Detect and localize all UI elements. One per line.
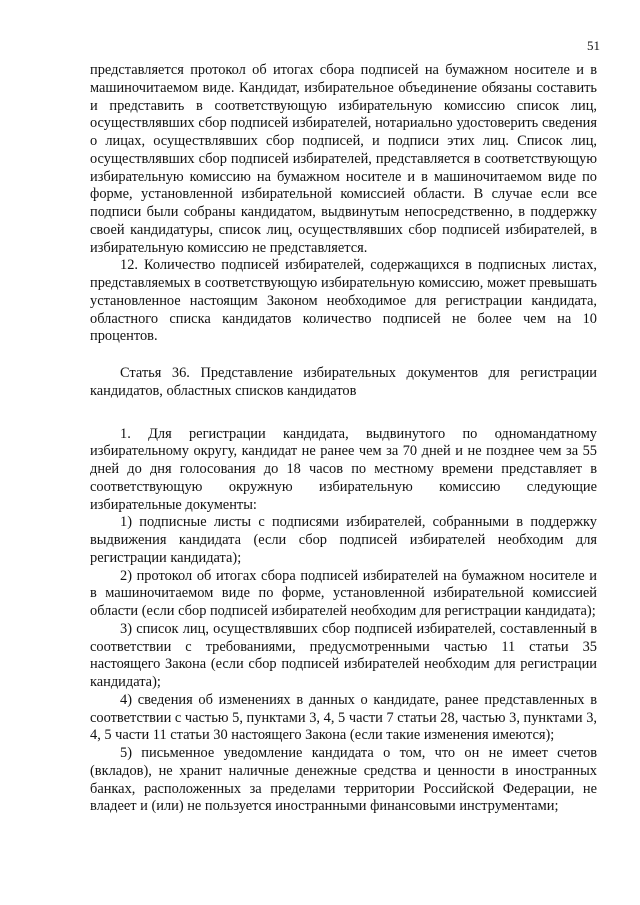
article-paragraph-1: 1. Для регистрации кандидата, выдвинутого по одномандатному избирательному округу, кандидат не ранее чем за 70 дней и не позднее чем за 55 дней до дня голосования до 18 часов по местному времени представляет в соответствующую окружную избирательную комиссию следующие избирательные документы: [90,425,597,513]
paragraph-continued: представляется протокол об итогах сбора подписей на бумажном носителе и в машиночитаемом виде. Кандидат, избирательное объединение обязаны составить и представить в соответствующую избирательную комиссию список лиц, осуществлявших сбор подписей избирателей, нотариально удостоверить сведения о лицах, осуществлявших сбор подписей, и подписи этих лиц. Список лиц, осуществлявших сбор подписей избирателей, представляется в соответствующую избирательную комиссию на бумажном носителе и в машиночитаемом виде по форме, установленной избирательной комиссией области. В случае если все подписи были собраны кандидатом, выдвинутым непосредственно, в поддержку своей кандидатуры, список лиц, осуществлявших сбор подписей избирателей, в избирательную комиссию не представляется. [90,62,597,256]
list-item-5: 5) письменное уведомление кандидата о том, что он не имеет счетов (вкладов), не хранит наличные денежные средства и ценности в иностранных банках, расположенных за пределами территории Российской Федерации, не владеет и (или) не пользуется иностранными финансовыми инструментами; [90,745,597,815]
page-number: 51 [587,38,600,53]
list-item-3: 3) список лиц, осуществлявших сбор подписей избирателей, составленный в соответствии с требованиями, предусмотренными частью 11 статьи 35 настоящего Закона (если сбор подписей избирателей необходим для регистрации кандидата); [90,620,597,690]
page-body [90,62,597,816]
list-item-4: 4) сведения об изменениях в данных о кандидате, ранее представленных в соответствии с частью 5, пунктами 3, 4, 5 части 7 статьи 28, частью 3, пунктами 3, 4, 5 части 11 статьи 30 настоящего Закона (если такие изменения имеются); [90,691,597,744]
paragraph-item-12: 12. Количество подписей избирателей, содержащихся в подписных листах, представляемых в соответствующую избирательную комиссию, может превышать установленное настоящим Законом необходимое для регистрации кандидата, областного списка кандидатов количество подписей не более чем на 10 процентов. [90,257,597,345]
article-title: Статья 36. Представление избирательных документов для регистрации кандидатов, областных списков кандидатов [90,365,597,399]
list-item-1: 1) подписные листы с подписями избирателей, собранными в поддержку выдвижения кандидата (если сбор подписей избирателей необходим для регистрации кандидата); [90,514,597,566]
list-item-2: 2) протокол об итогах сбора подписей избирателей на бумажном носителе и в машиночитаемом виде по форме, установленной избирательной комиссией области (если сбор подписей избирателей необходим для регистрации кандидата); [90,567,597,619]
